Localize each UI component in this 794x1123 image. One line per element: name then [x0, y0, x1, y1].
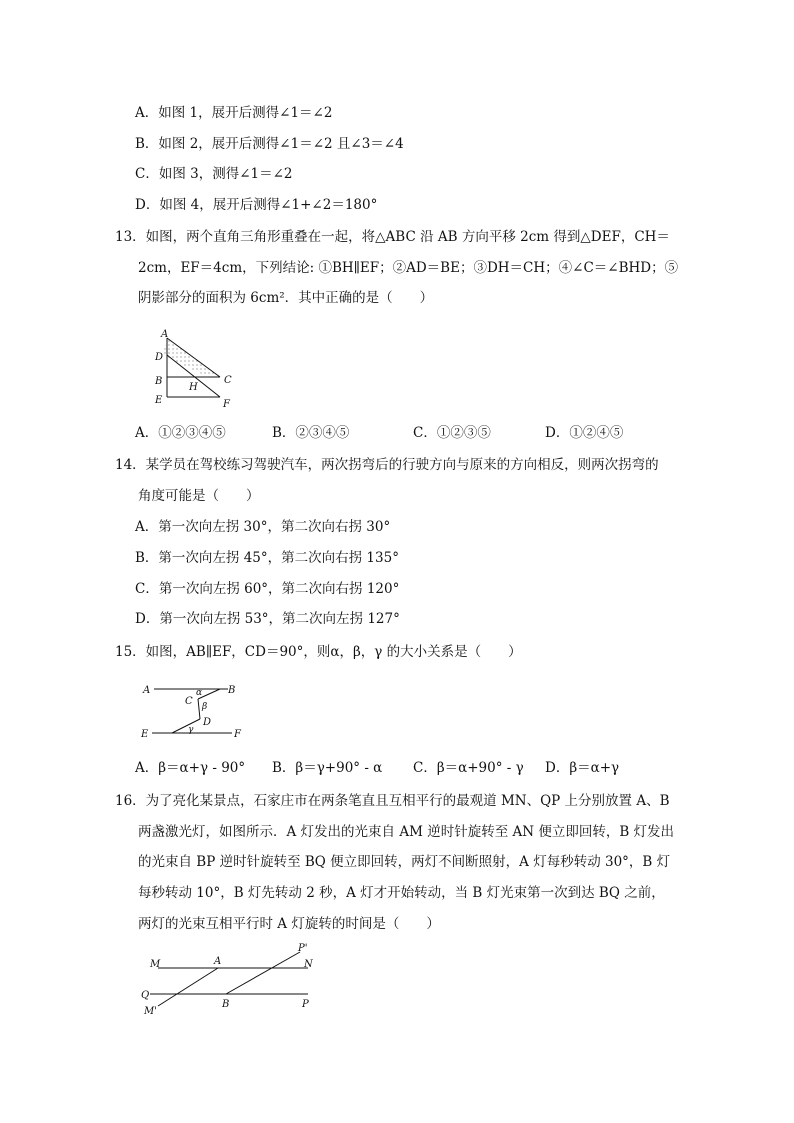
q16-label-p: P — [302, 999, 309, 1010]
q13-stem-line-3: 阴影部分的面积为 6cm²．其中正确的是（ ） — [138, 290, 434, 306]
q13-stem-line-2: 2cm，EF＝4cm，下列结论: ①BH∥EF；②AD＝BE；③DH＝CH；④∠C＝∠BHD；⑤ — [138, 260, 679, 276]
q15-option-b: B．β＝γ+90° - α — [272, 760, 383, 776]
q16-stem-line-1: 16．为了亮化某景点，石家庄市在两条笔直且互相平行的最观道 MN、QP 上分别放置 A、B — [115, 793, 670, 809]
q16-beam-b — [226, 952, 300, 994]
q16-label-n: N — [304, 959, 313, 970]
q12-option-d: D．如图 4，展开后测得∠1+∠2＝180° — [135, 197, 378, 213]
q16-stem-line-4: 每秒转动 10°，B 灯先转动 2 秒，A 灯才开始转动，当 B 灯光束第一次到达 BQ 之前， — [138, 885, 665, 901]
q15-label-gamma: γ — [188, 725, 194, 735]
q15-segment-de — [172, 719, 200, 733]
q16-label-m: M — [150, 959, 161, 970]
q15-label-c: C — [185, 696, 193, 707]
q13-option-a: A．①②③④⑤ — [135, 425, 226, 441]
q13-label-c: C — [224, 375, 232, 386]
q16-label-p-prime: P' — [298, 943, 308, 954]
q16-label-b: B — [222, 999, 230, 1010]
q15-label-e: E — [141, 729, 149, 740]
q16-beam-a — [158, 968, 218, 1006]
q15-label-alpha: α — [196, 688, 203, 698]
q13-label-f: F — [223, 399, 230, 410]
q15-label-d: D — [203, 717, 212, 728]
q13-label-d: D — [155, 352, 164, 363]
q13-label-h: H — [189, 382, 198, 393]
q14-stem-line-2: 角度可能是（ ） — [138, 488, 260, 504]
q15-label-a: A — [143, 685, 151, 696]
q16-label-a: A — [214, 956, 222, 967]
q15-label-f: F — [234, 729, 241, 740]
q15-option-a: A．β＝α+γ - 90° — [135, 760, 246, 776]
q16-stem-line-5: 两灯的光束互相平行时 A 灯旋转的时间是（ ） — [138, 916, 440, 932]
q15-stem: 15．如图，AB∥EF，CD＝90°，则α，β，γ 的大小关系是（ ） — [115, 644, 522, 660]
q12-option-b: B．如图 2，展开后测得∠1＝∠2 且∠3＝∠4 — [135, 136, 404, 152]
q13-option-b: B．②③④⑤ — [272, 425, 350, 441]
q15-label-beta: β — [202, 702, 208, 712]
q13-stem-line-1: 13．如图，两个直角三角形重叠在一起，将△ABC 沿 AB 方向平移 2cm 得到△DEF，CH＝ — [115, 229, 670, 245]
q16-stem-line-2: 两盏激光灯，如图所示．A 灯发出的光束自 AM 逆时针旋转至 AN 便立即回转，B 灯发出 — [138, 824, 675, 840]
q14-stem-line-1: 14．某学员在驾校练习驾驶汽车，两次拐弯后的行驶方向与原来的方向相反，则两次拐弯的 — [115, 457, 659, 473]
q14-option-c: C．第一次向左拐 60°，第二次向右拐 120° — [135, 581, 400, 597]
q15-figure — [140, 676, 260, 744]
q16-figure — [138, 940, 328, 1020]
q12-option-a: A．如图 1，展开后测得∠1＝∠2 — [135, 105, 333, 121]
q16-stem-line-3: 的光束自 BP 逆时针旋转至 BQ 便立即回转，两灯不间断照射，A 灯每秒转动 30°，B 灯 — [138, 854, 671, 870]
q16-label-q: Q — [141, 990, 150, 1001]
q15-label-b: B — [228, 685, 236, 696]
q13-label-a: A — [161, 329, 169, 340]
q16-label-m-prime: M' — [144, 1006, 157, 1017]
q13-label-b: B — [155, 376, 163, 387]
q14-option-d: D．第一次向左拐 53°，第二次向左拐 127° — [135, 611, 400, 627]
q13-option-d: D．①②④⑤ — [545, 425, 624, 441]
q13-figure — [140, 320, 250, 415]
q12-option-c: C．如图 3，测得∠1＝∠2 — [135, 166, 293, 182]
q15-segment-cd — [198, 699, 200, 719]
q13-option-c: C．①②③⑤ — [413, 425, 491, 441]
q15-option-c: C．β＝α+90° - γ — [413, 760, 524, 776]
q14-option-a: A．第一次向左拐 30°，第二次向右拐 30° — [135, 519, 391, 535]
q14-option-b: B．第一次向左拐 45°，第二次向右拐 135° — [135, 550, 399, 566]
q13-label-e: E — [155, 395, 163, 406]
q15-option-d: D．β＝α+γ — [545, 760, 620, 776]
